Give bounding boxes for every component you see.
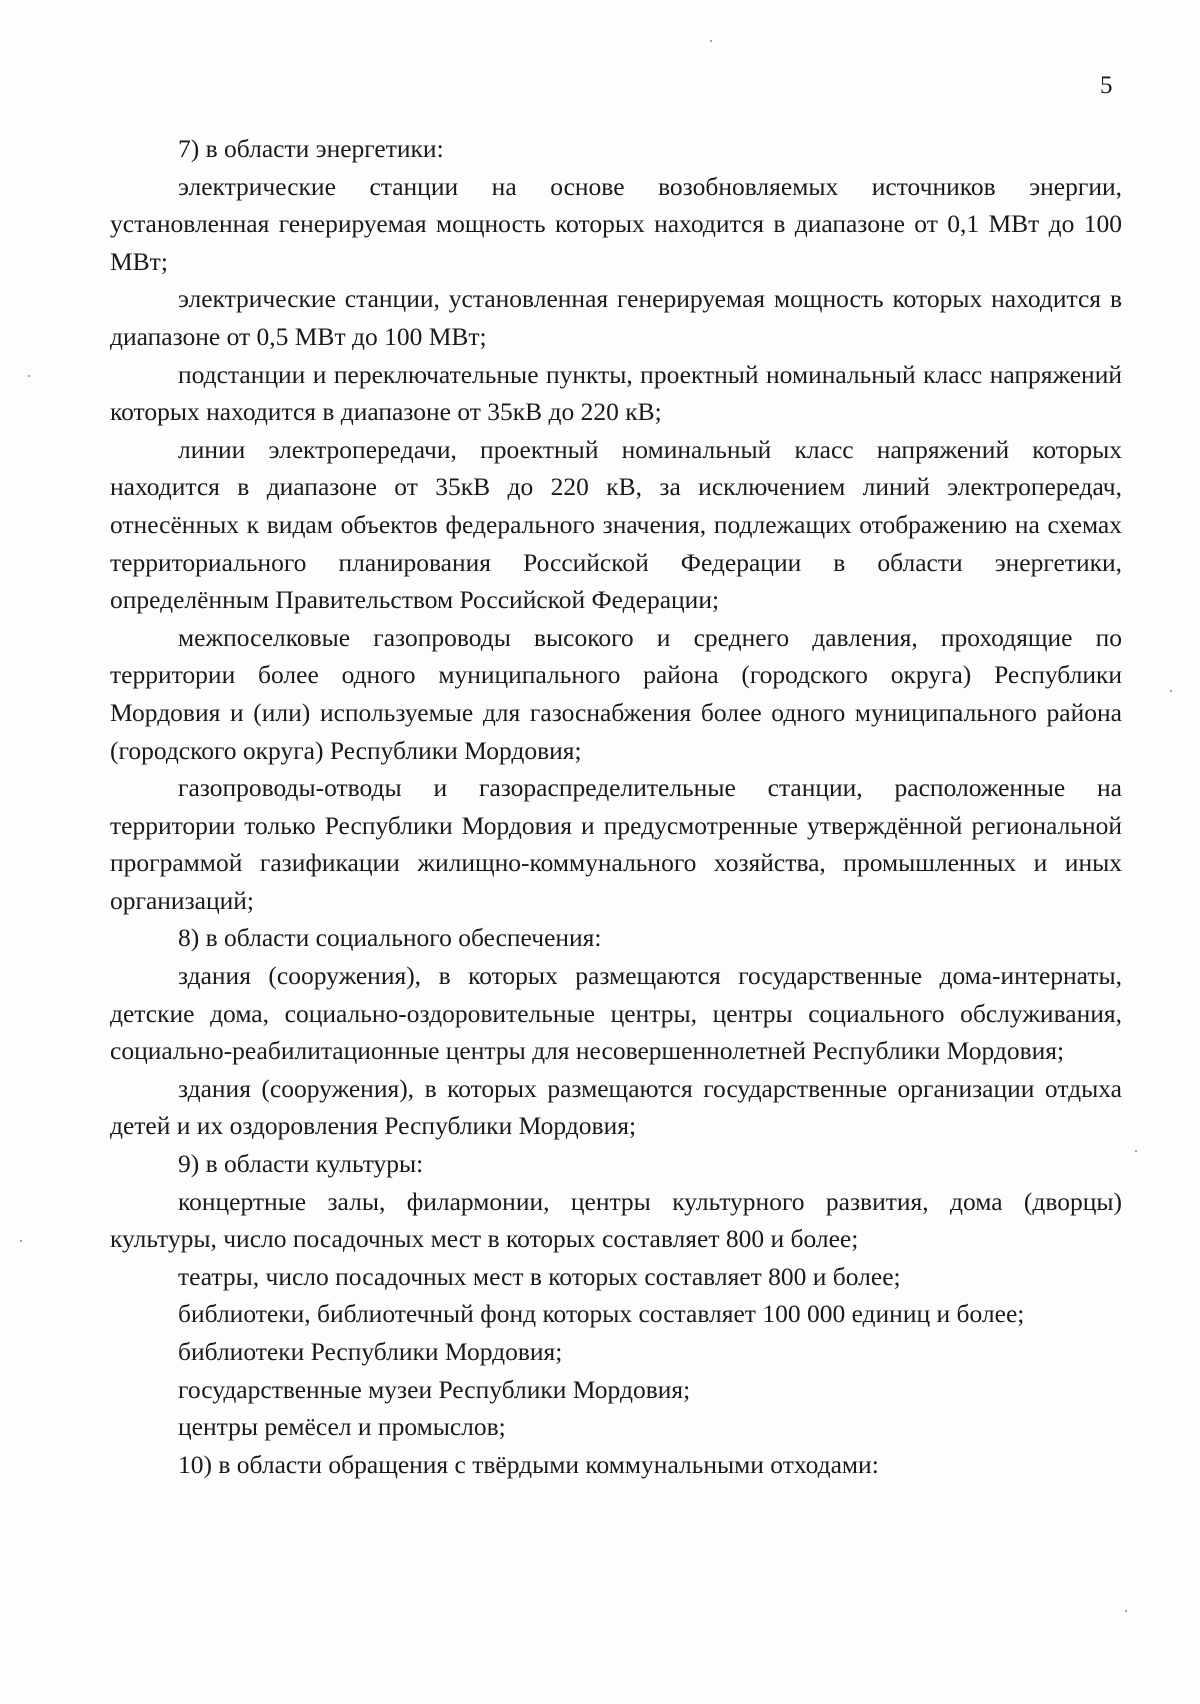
scan-speck [20, 1240, 22, 1242]
scan-speck [710, 40, 712, 42]
list-item: концертные залы, филармонии, центры культурного развития, дома (дворцы) культуры, число посадочных мест в которых составляет 800 и более; [110, 1186, 1122, 1254]
list-item: межпоселковые газопроводы высокого и среднего давления, проходящие по территории более одного муниципального района (городского округа) Республики Мордовия и (или) используемые для газоснабжения более одного муниципального района (городского округа) Республики Мордовия; [110, 622, 1122, 765]
document-body [110, 130, 1122, 1483]
section-heading-waste: 10) в области обращения с твёрдыми коммунальными отходами: [178, 1449, 879, 1479]
section-heading-social: 8) в области социального обеспечения: [178, 923, 602, 953]
scan-speck [1170, 690, 1172, 692]
scan-speck [1135, 1150, 1137, 1152]
list-item: библиотеки Республики Мордовия; [178, 1337, 563, 1366]
section-heading-energy: 7) в области энергетики: [178, 134, 444, 163]
list-item: театры, число посадочных мест в которых составляет 800 и более; [178, 1261, 901, 1291]
list-item: электрические станции на основе возобновляемых источников энергии, установленная генерируемая мощность которых находится в диапазоне от 0,1 МВт до 100 МВт; [110, 171, 1122, 276]
list-item: подстанции и переключательные пункты, проектный номинальный класс напряжений которых находится в диапазоне от 35кВ до 220 кВ; [110, 359, 1122, 427]
list-item: электрические станции, установленная генерируемая мощность которых находится в диапазоне от 0,5 МВт до 100 МВт; [110, 284, 1122, 351]
section-heading-culture: 9) в области культуры: [178, 1149, 424, 1179]
list-item: здания (сооружения), в которых размещаются государственные организации отдыха детей и их оздоровления Республики Мордовия; [110, 1073, 1122, 1141]
scan-speck [1125, 1610, 1127, 1612]
scan-speck [28, 375, 30, 377]
page-number: 5 [1100, 72, 1113, 99]
list-item: центры ремёсел и промыслов; [178, 1412, 506, 1442]
list-item: газопроводы-отводы и газораспределительные станции, расположенные на территории только Республики Мордовия и предусмотренные утверждённой региональной программой газификации жилищно-коммунального хозяйства, промышленных и иных организаций; [110, 773, 1122, 915]
list-item: линии электропередачи, проектный номинальный класс напряжений которых находится в диапазоне от 35кВ до 220 кВ, за исключением линий электропередач, отнесённых к видам объектов федерального значения, подлежащих отображению на схемах территориального планирования Российской Федерации в области энергетики, определённым Правительством Российской Федерации; [110, 434, 1122, 615]
list-item: здания (сооружения), в которых размещаются государственные дома-интернаты, детские дома, социально-оздоровительные центры, центры социального обслуживания, социально-реабилитационные центры для несовершеннолетней Республики Мордовия; [110, 961, 1122, 1066]
list-item: библиотеки, библиотечный фонд которых составляет 100 000 единиц и более; [178, 1299, 1025, 1329]
list-item: государственные музеи Республики Мордовия; [178, 1374, 691, 1404]
